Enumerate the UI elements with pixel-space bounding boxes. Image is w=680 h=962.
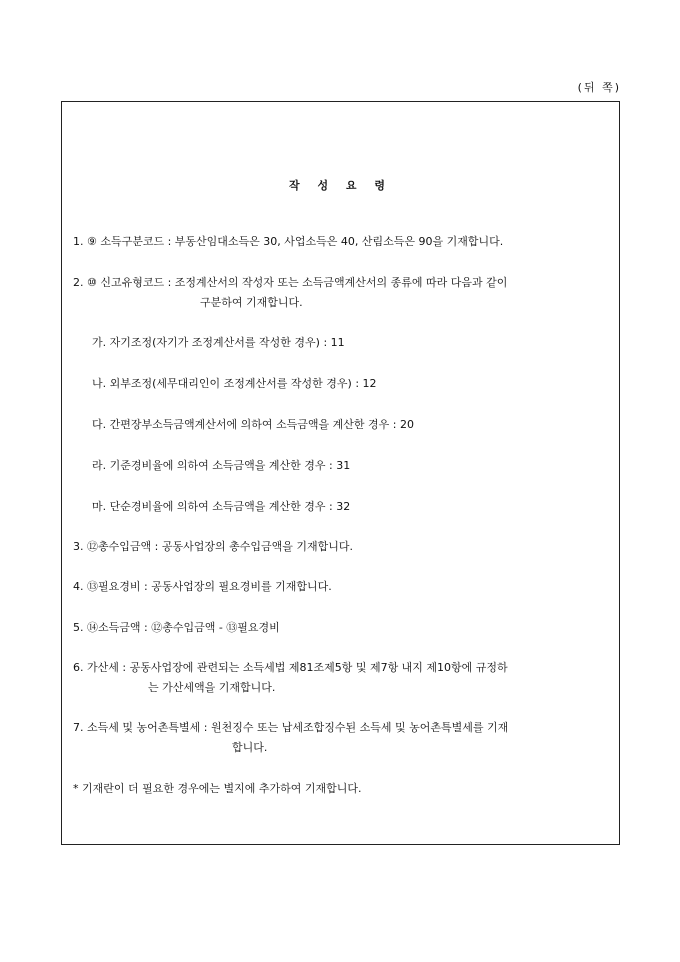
item-income-tax-continuation: 합니다. bbox=[232, 741, 268, 754]
sub-item-ma: 마. 단순경비율에 의하여 소득금액을 계산한 경우 : 32 bbox=[92, 500, 351, 513]
sub-item-na: 나. 외부조정(세무대리인이 조정계산서를 작성한 경우) : 12 bbox=[92, 377, 377, 390]
instructions-box bbox=[61, 101, 620, 845]
sub-item-ga: 가. 자기조정(자기가 조정계산서를 작성한 경우) : 11 bbox=[92, 336, 345, 349]
instructions-title: 작 성 요 령 bbox=[289, 179, 392, 192]
item-total-revenue: 3. ⑫총수입금액 : 공동사업장의 총수입금액을 기재합니다. bbox=[73, 540, 353, 553]
item-income-tax: 7. 소득세 및 농어촌특별세 : 원천징수 또는 납세조합징수된 소득세 및 농어촌특별세를 기재 bbox=[73, 721, 509, 734]
item-income-amount: 5. ⑭소득금액 : ⑫총수입금액 - ⑬필요경비 bbox=[73, 621, 280, 634]
item-necessary-expenses: 4. ⑬필요경비 : 공동사업장의 필요경비를 기재합니다. bbox=[73, 580, 332, 593]
item-additional-tax: 6. 가산세 : 공동사업장에 관련되는 소득세법 제81조제5항 및 제7항 내지 제10항에 규정하 bbox=[73, 661, 508, 674]
page-side-label: (뒤 쪽) bbox=[577, 81, 621, 94]
sub-item-ra: 라. 기준경비율에 의하여 소득금액을 계산한 경우 : 31 bbox=[92, 459, 351, 472]
item-additional-tax-continuation: 는 가산세액을 기재합니다. bbox=[148, 681, 276, 694]
sub-item-da: 다. 간편장부소득금액계산서에 의하여 소득금액을 계산한 경우 : 20 bbox=[92, 418, 414, 431]
footnote: * 기재란이 더 필요한 경우에는 별지에 추가하여 기재합니다. bbox=[73, 782, 362, 795]
item-report-type-code-continuation: 구분하여 기재합니다. bbox=[200, 296, 303, 309]
item-income-type-code: 1. ⑨ 소득구분코드 : 부동산임대소득은 30, 사업소득은 40, 산림소득은 90을 기재합니다. bbox=[73, 235, 504, 248]
item-report-type-code: 2. ⑩ 신고유형코드 : 조정계산서의 작성자 또는 소득금액계산서의 종류에 따라 다음과 같이 bbox=[73, 276, 508, 289]
